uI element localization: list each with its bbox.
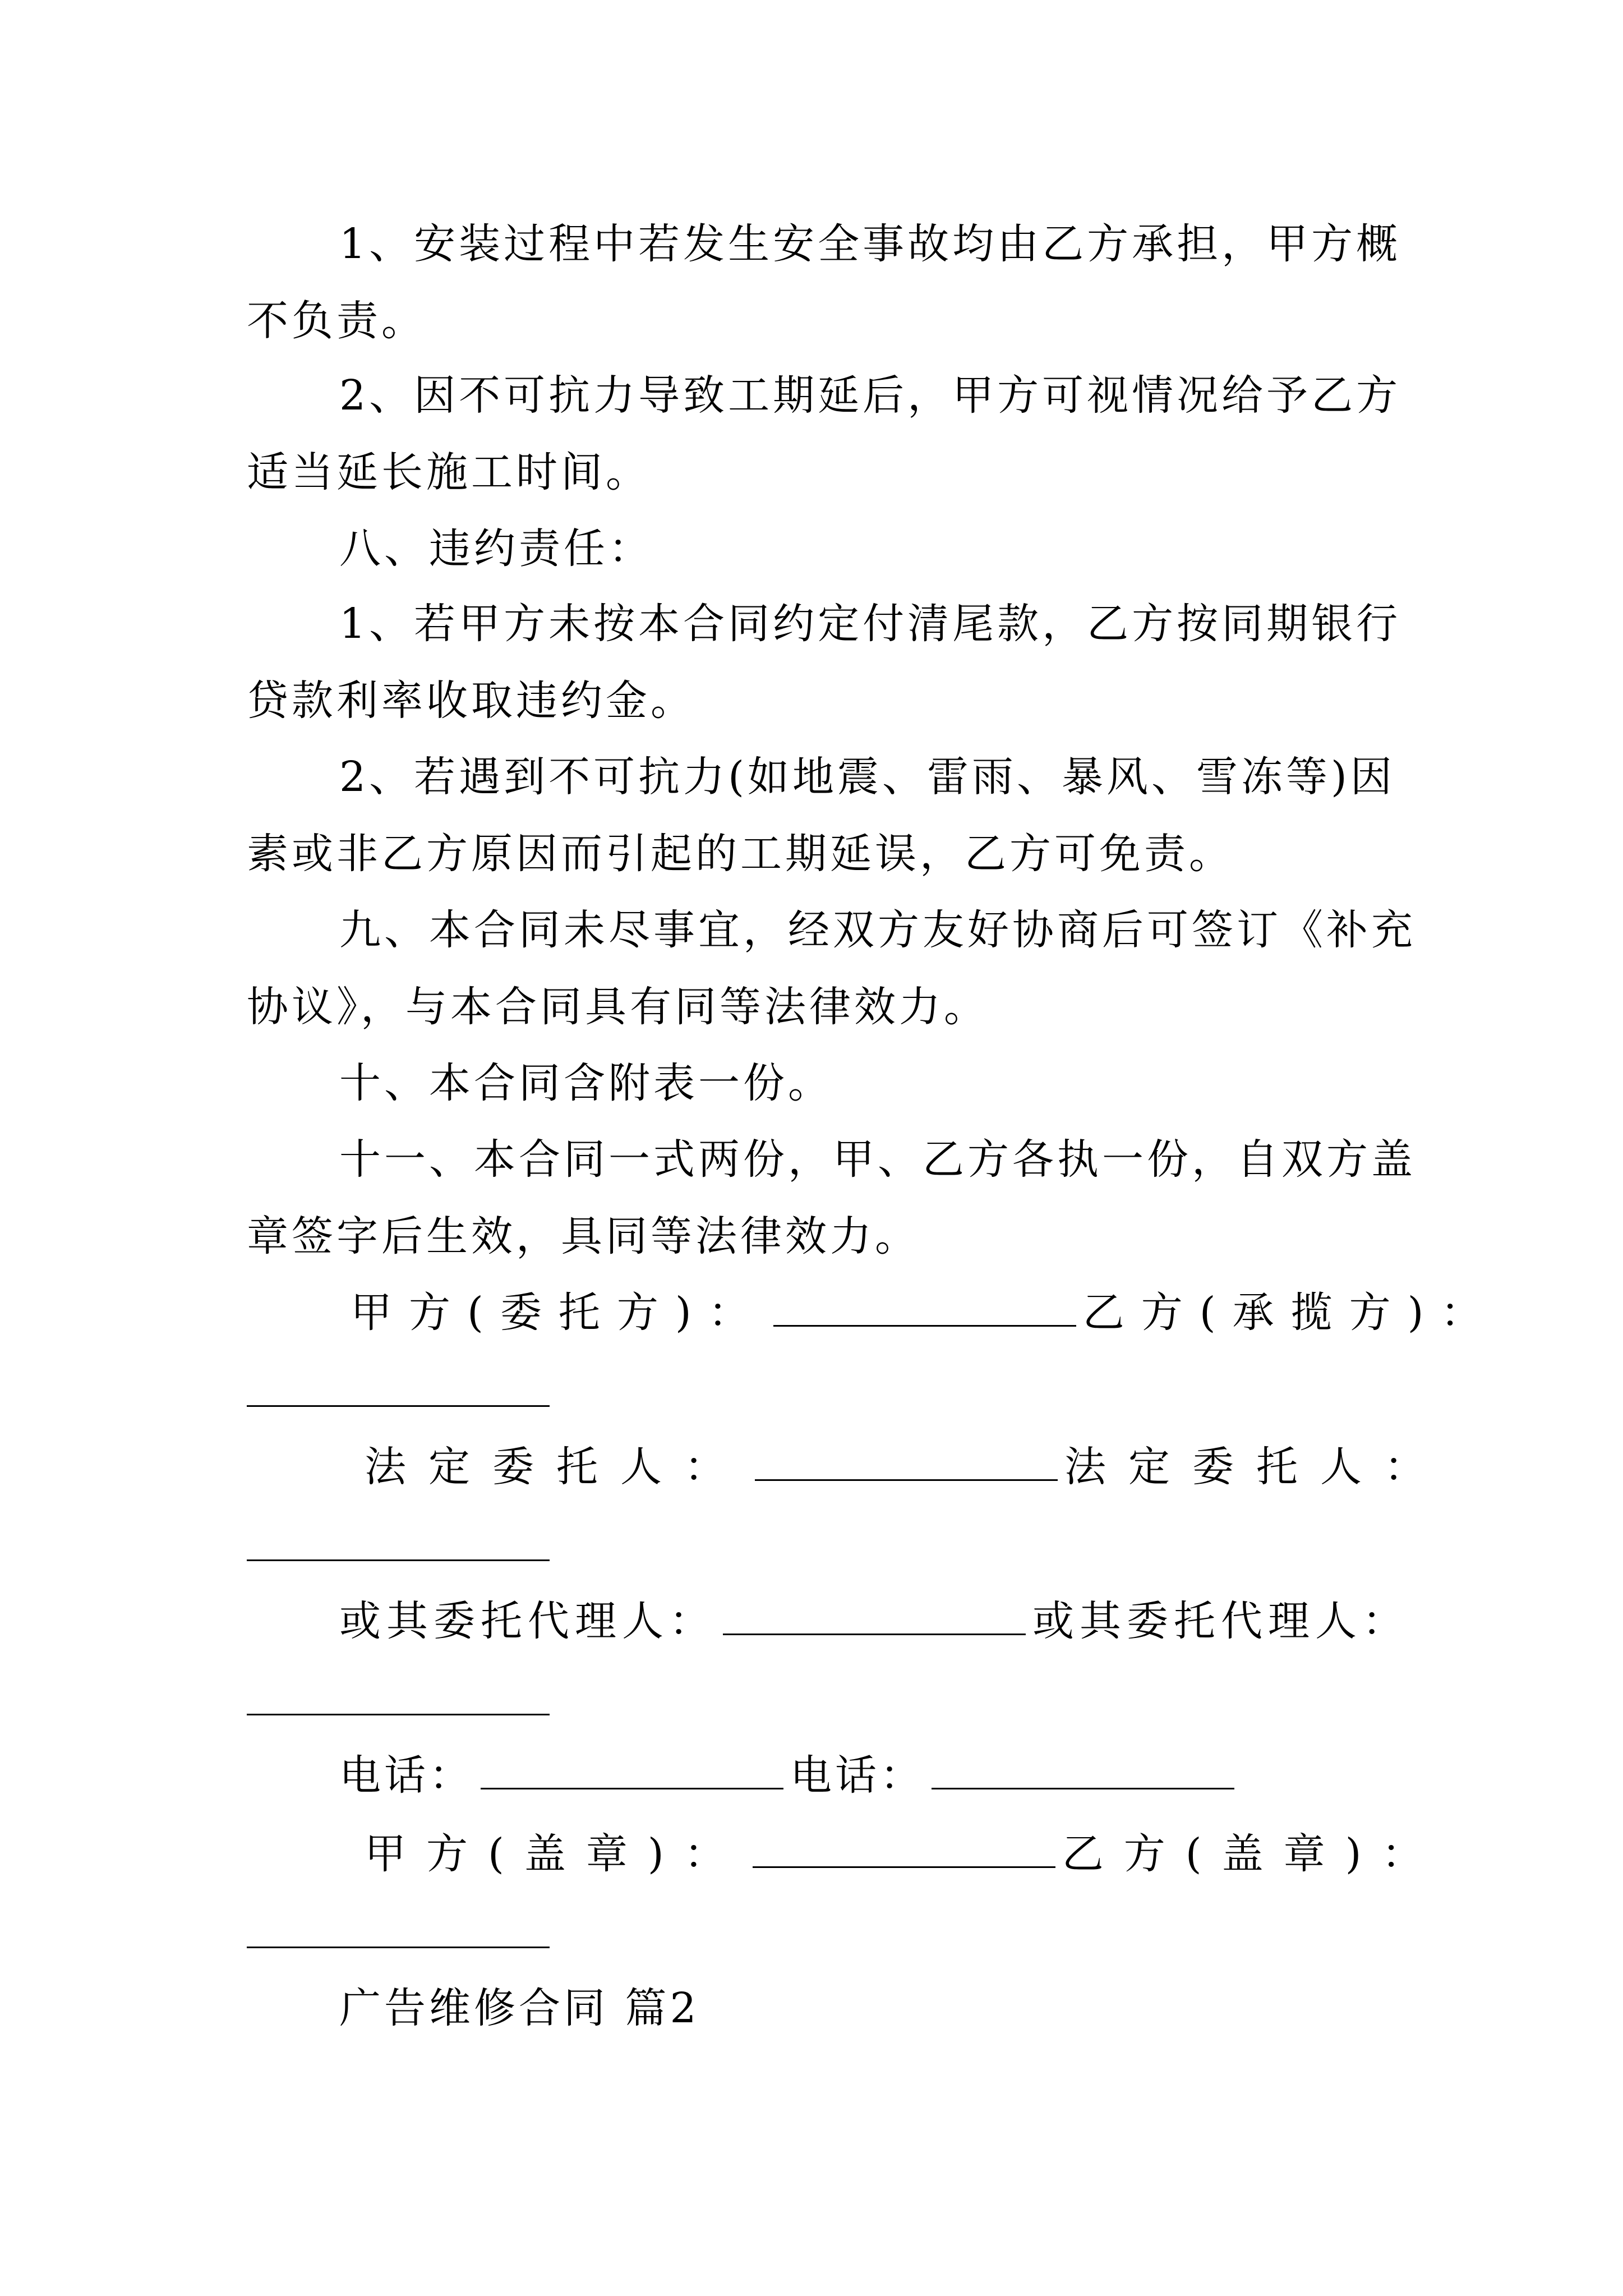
next-section-title: 广告维修合同 篇2 (339, 1984, 700, 2032)
agent-b-label: 或其委托代理人： (1032, 1597, 1409, 1645)
paragraph-4-line-1: 2、若遇到不可抗力(如地震、雷雨、暴风、雪冻等)因 (339, 753, 1395, 801)
section-11-line-2: 章签字后生效，具同等法律效力。 (247, 1212, 920, 1260)
phone-a-blank[interactable] (481, 1747, 783, 1789)
paragraph-1-line-1: 1、安装过程中若发生安全事故均由乙方承担，甲方概 (339, 220, 1401, 268)
paragraph-1-line-2: 不负责。 (247, 297, 426, 345)
section-10: 十、本合同含附表一份。 (339, 1059, 833, 1107)
section-9-line-1: 九、本合同未尽事宜，经双方友好协商后可签订《补充 (339, 906, 1416, 954)
seal-b-label: 乙方(盖章)： (1062, 1830, 1444, 1878)
agent-b-blank[interactable] (247, 1714, 550, 1715)
agent-a-blank[interactable] (723, 1593, 1026, 1635)
phone-b-label: 电话： (790, 1751, 925, 1800)
signature-row-agent (339, 1593, 1483, 1649)
party-a-blank[interactable] (773, 1285, 1076, 1327)
signature-row-legal-rep (365, 1439, 1509, 1495)
signature-row-seal (365, 1826, 1509, 1882)
phone-b-blank[interactable] (932, 1747, 1234, 1789)
paragraph-2-line-1: 2、因不可抗力导致工期延后，甲方可视情况给予乙方 (339, 371, 1401, 420)
party-a-label: 甲方(委托方)： (351, 1289, 767, 1337)
party-b-blank[interactable] (247, 1405, 550, 1407)
agent-a-label: 或其委托代理人： (339, 1597, 716, 1645)
seal-a-label: 甲方(盖章)： (365, 1830, 746, 1878)
legal-rep-b-blank[interactable] (247, 1559, 550, 1561)
signature-row-phone (339, 1747, 1483, 1803)
section-8-heading: 八、违约责任： (339, 524, 653, 573)
section-11-line-1: 十一、本合同一式两份，甲、乙方各执一份，自双方盖 (339, 1135, 1416, 1184)
paragraph-2-line-2: 适当延长施工时间。 (247, 448, 651, 496)
seal-b-blank[interactable] (247, 1947, 550, 1948)
party-b-label: 乙方(承揽方)： (1082, 1289, 1499, 1337)
legal-rep-a-label: 法定委托人： (365, 1443, 748, 1491)
signature-row-party (351, 1285, 1499, 1341)
legal-rep-b-label: 法定委托人： (1064, 1443, 1448, 1491)
phone-a-label: 电话： (339, 1751, 474, 1800)
seal-a-blank[interactable] (753, 1826, 1055, 1868)
section-9-line-2: 协议》，与本合同具有同等法律效力。 (247, 983, 989, 1031)
paragraph-3-line-2: 贷款利率收取违约金。 (247, 677, 695, 725)
legal-rep-a-blank[interactable] (755, 1439, 1058, 1481)
paragraph-3-line-1: 1、若甲方未按本合同约定付清尾款，乙方按同期银行 (339, 600, 1401, 648)
paragraph-4-line-2: 素或非乙方原因而引起的工期延误，乙方可免责。 (247, 830, 1234, 878)
